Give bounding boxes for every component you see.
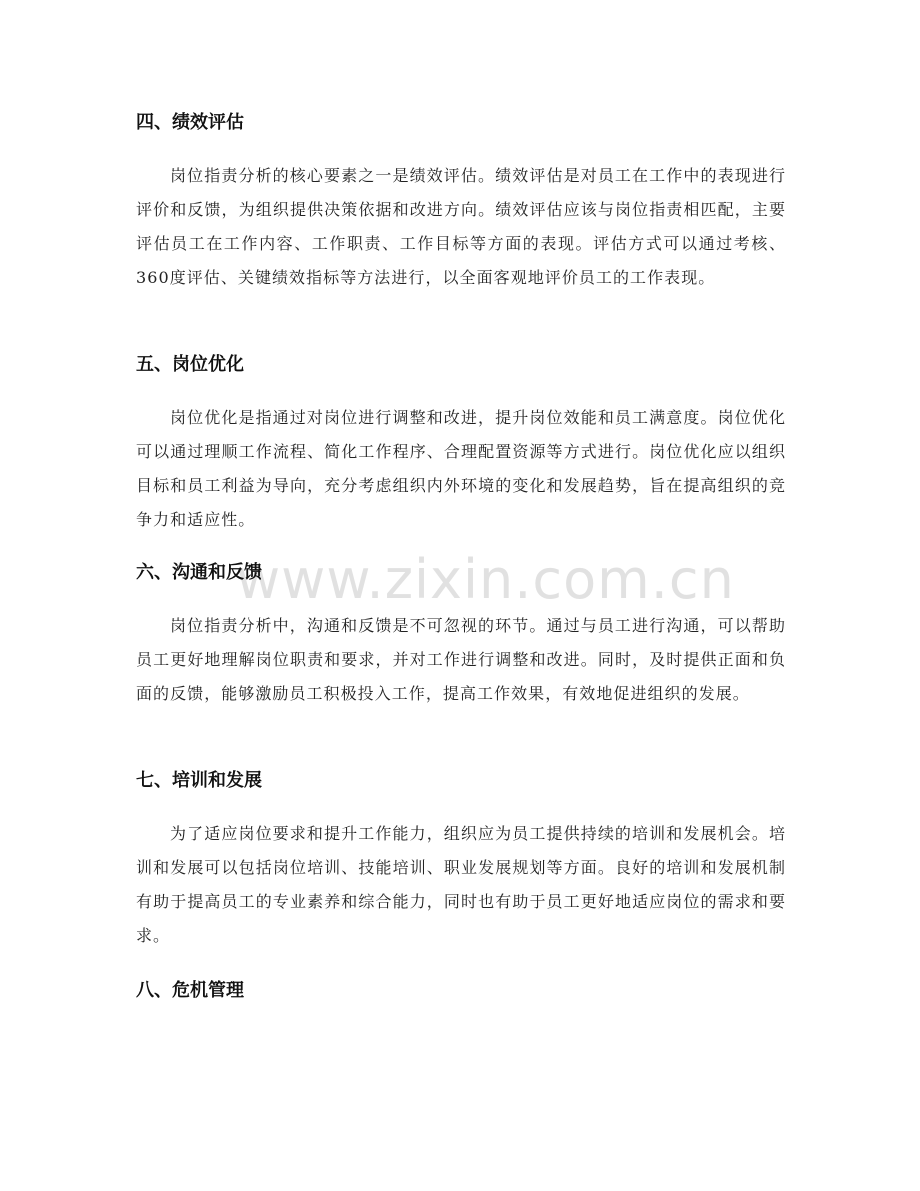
section-heading: 五、岗位优化 [136,354,244,375]
section-heading: 八、危机管理 [136,980,244,1001]
section-heading: 七、培训和发展 [136,770,262,791]
section-heading: 六、沟通和反馈 [136,562,262,583]
section-paragraph: 岗位指责分析中，沟通和反馈是不可忽视的环节。通过与员工进行沟通，可以帮助员工更好地理解岗位职责和要求，并对工作进行调整和改进。同时，及时提供正面和负面的反馈，能够激励员工积极投入工作，提高工作效果，有效地促进组织的发展。 [136,616,786,703]
section-position-optimization [136,353,786,537]
watermark: www.zixin.com.cn [236,548,735,611]
section-performance-evaluation [136,111,786,295]
section-training-development [136,769,786,953]
section-heading: 四、绩效评估 [136,112,244,133]
section-paragraph: 为了适应岗位要求和提升工作能力，组织应为员工提供持续的培训和发展机会。培训和发展可以包括岗位培训、技能培训、职业发展规划等方面。良好的培训和发展机制有助于提高员工的专业素养和综合能力，同时也有助于员工更好地适应岗位的需求和要求。 [136,824,786,945]
section-paragraph: 岗位指责分析的核心要素之一是绩效评估。绩效评估是对员工在工作中的表现进行评价和反馈，为组织提供决策依据和改进方向。绩效评估应该与岗位指责相匹配，主要评估员工在工作内容、工作职责、工作目标等方面的表现。评估方式可以通过考核、360度评估、关键绩效指标等方法进行，以全面客观地评价员工的工作表现。 [136,166,786,287]
section-communication-feedback [136,561,786,711]
section-crisis-management [136,979,786,1003]
section-paragraph: 岗位优化是指通过对岗位进行调整和改进，提升岗位效能和员工满意度。岗位优化可以通过理顺工作流程、简化工作程序、合理配置资源等方式进行。岗位优化应以组织目标和员工利益为导向，充分考虑组织内外环境的变化和发展趋势，旨在提高组织的竞争力和适应性。 [136,408,786,529]
